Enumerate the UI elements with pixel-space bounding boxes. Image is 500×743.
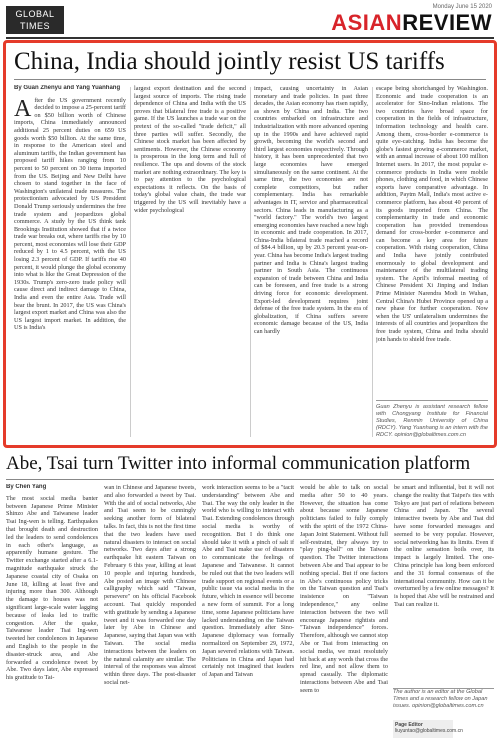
- column-divider: [130, 87, 131, 437]
- page-editor-email: liuyuntao@globaltimes.com.cn: [395, 728, 463, 734]
- second-article-byline: By Chen Yang: [6, 484, 47, 490]
- headline-divider: [14, 79, 486, 80]
- section-title-part2: REVIEW: [402, 10, 492, 35]
- second-article-column-1: [6, 484, 98, 740]
- page-editor-box: [393, 720, 463, 738]
- lead-article-byline: By Guan Zhenyu and Yang Yuanhang: [14, 85, 121, 91]
- column-divider: [372, 87, 373, 437]
- lead-article-column-2: largest export destination and the second largest source of imports. The rising trade dependence of China and India with the US proves that bilateral free trade is a positive game. If the US launches a trade war on the pretext of the so-called "trade deficit," all three parties will suffer. Secondly, the Chinese stock market has been affected by sentiments. However, the Chinese economy is prosperous in the long term and full of resilience. The ups and downs of the stock market are nothing extraordinary. The key is to pay attention to the psychological expectations it reflects. On the basis of today's global value chain, the trade war triggered by the US will inevitably have a wider psychological: [134, 85, 246, 214]
- lead-article-column-1: [14, 85, 126, 443]
- second-article-column-2: wan in Chinese and Japanese tweets, and also forwarded a tweet by Tsai. With the aid of social networks, Abe and Tsai seem to be cunningly seeking another form of bilateral talks. In fact, this is not the first time that the two leaders have used natural disasters to interact on social networks. Two days after a strong earthquake hit eastern Taiwan on February 6 this year, killing at least 10 people and injuring hundreds, Abe posted an image with Chinese calligraphy which said "Taiwan, persevere" on his official Facebook account. Tsai quickly responded with gratitude by sending a Japanese tweet and it was forwarded one day later by Abe in Chinese and Japanese, saying that Japan was with Taiwan. The social media interactions between the leaders on the natural calamity are similar. The interval of the responses was almost within three days. The post-disaster social net-: [104, 484, 196, 686]
- logo-line-2: TIMES: [19, 21, 50, 31]
- section-title: [331, 11, 492, 35]
- second-article-col1-text: The most social media banter between Japanese Prime Minister Shinzo Abe and Taiwanese leader Tsai Ing-wen is telling. Earthquakes that brought death and destruction led the leaders to send condolences in each other's language, as apparently humane gesture. The Twitter exchange started after a 6.1-magnitude earthquake struck the Japanese coastal city of Osaka on June 18, killing at least five and injuring more than 300. Although the damage to houses was not significant large-scale water lagging because of leaks led to traffic congestion. After the quake, Taiwanese leader Tsai Ing-wen tweeted her condolences in Japanese and English to the people in the disaster-struck area, and Abe forwarded a condolence tweet by Abe. Two days later, Abe expressed his gratitude to Tai-: [6, 494, 98, 682]
- lead-article-col1-text: fter the US government recently decided to impose a 25-percent tariff on $50 billion worth of Chinese imports, China immediately announced additional 25 percent duties on 659 US goods worth $50 billion. At the same time, in response to the American steel and aluminum tariffs, the Indian government has proposed tariff hikes ranging from 10 percent to 50 percent on 30 items imported from the US. Beijing and New Delhi have chosen to stand together in the face of Washington's unilateral trade measures. The protectionism advocated by US President Donald Trump seriously undermines the free trade system and jeopardizes global commerce. A study by the US think tank Brookings Institution showed that if a twice trade war breaks out, where tariffs rise by 10 percent, most economies will lose their GDP reduced by 1 to 4.5 percent, with the US losing 2.3 percent of GDP. If tariffs rise 40 percent, it would plunge the global economy into what is like the Great Depression of the 1930s. Trump's zero-zero trade policy will cause direct and indirect damage to China, India and even the entire Asia. Trade will bear the brunt. In 2017, the US was China's largest export market and China was also the US largest import market. In addition, the US is India's: [14, 96, 126, 332]
- lead-article-author-note: Guan Zhenyu is assistant research fellow with Chongyang Institute for Financial Studies, Renmin University of China (RDCY). Yang Yuanhang is an intern with the RDCY. opinion@globaltimes.com.cn: [376, 400, 488, 439]
- page-date: Monday June 15 2020: [432, 4, 492, 10]
- masthead: [0, 0, 500, 38]
- lead-article-headline: China, India should jointly resist US tariffs: [14, 48, 445, 75]
- global-times-logo: [6, 6, 64, 34]
- section-title-part1: ASIAN: [331, 10, 403, 35]
- top-divider: [6, 37, 494, 39]
- lead-article-column-3: impact, causing uncertainty in Asian monetary and trade policies. In past three decades, the Asian economy has risen rapidly, as shown by China and India. The two countries embarked on infrastructure and industrialization with more advanced opening up in the 1990s and have achieved rapid growth, becoming the world's second and third largest economies respectively. Through history, it has been unprecedented that two large economies have emerged simultaneously on the same continent. At the same time, the two economies are not complete competitors, but rather complementary. India has remarkable advantages in IT, service and pharmaceutical sectors. China leads in manufacturing as a "world factory." The world's two largest emerging economies have reached a new high in economic and trade cooperation. In 2017, China-India bilateral trade reached a record of $84.4 billion, up by 20.3 percent year-on-year. China has become India's largest trading partner and India is China's largest trading partner in South Asia. The continuous expansion of trade between China and India can be foreseen, and free trade is a strong driving force for economic development. Export-led development requires joint defense of the free trade system. In the era of globalization, if China suffers severe economic damage because of the US, India can hardly: [254, 85, 368, 335]
- second-article: [0, 452, 500, 743]
- lead-article-column-4: [376, 85, 488, 443]
- column-divider: [250, 87, 251, 437]
- second-article-column-4: would be able to talk on social media after 50 to 40 years. However, the situation has come about because some Japanese politicians failed to fully comply with the spirit of the 1972 China-Japan Joint Statement. Without full self-restraint, they always try to "play ping-ball" on the Taiwan question. The Twitter interactions between Abe and Tsai appear to be nothing special. But if one factors in Abe's continuous policy tricks on the Taiwan question and Tsai's insistence on "Taiwan independence," any online interaction between the two will encourage Japanese rightists and "Taiwan independence" forces. Therefore, although we cannot stop Abe or Tsai from interacting on social media, we must resolutely hit back at any words that cross the red line, and not allow them to spread casually. The diplomatic interactions between Abe and Tsai seem to: [300, 484, 388, 694]
- headline-divider: [6, 479, 494, 480]
- page-editor-label: Page Editor: [395, 722, 423, 728]
- lead-article: [3, 40, 497, 448]
- logo-line-1: GLOBAL: [15, 9, 55, 19]
- lead-article-col4-text: escape being shortchanged by Washington. Economic and trade cooperation is an accelerator for Sino-Indian relations. The two countries have broad space for cooperation in the fields of infrastructure, information technology and health care. Among them, cross-border e-commerce is quite eye-catching. India has become the globe's fastest growing e-commerce market, with an annual increase of about 100 million Internet users. In 2017, the most popular e-commerce products in India were mobile phones, clothing and food, in which Chinese exports have comparative advantage. In addition, Paytm Mall, India's most active e-commerce platform, has about 40 percent of its goods imported from China. The complementarity in trade and economic cooperation has provided tremendous demand for cross-border e-commerce and can become a key area for future cooperation. With rising cooperation, China and India have jointly contributed enormously to global development and maintenance of the multilateral trading system. The April's informal meeting of Chinese President Xi Jinping and Indian Prime Minister Narendra Modi in Wuhan, Central China's Hubei Province opened up a new phase for further cooperation. Now when the US' unilateralism undermines the interests of all countries and jeopardizes the free trade system, China and India should join hands to shield free trade.: [376, 85, 488, 343]
- dropcap-letter: A: [14, 95, 32, 122]
- second-article-column-3: work interaction seems to be a "tacit understanding" between Abe and Tsai. The way the only leader in the world who is willing to interact with Tsai. Extending condolences through social media is worthy of recognition. But I do think one should take it with a pinch of salt if Abe and Tsai make use of disasters to communicate the feelings of Japanese and Taiwanese. It cannot be ruled out that the two leaders will trade support on regional events or a public issue via social media in the future, which in essence will become a new form of summit. For a long time, some Japanese politicians have lacked understanding on the Taiwan question. Immediately after Sino-Japanese diplomacy was formally normalized on September 29, 1972, Japan severed relations with Taiwan. Politicians in China and Japan had certainly not imagined that leaders of Japan and Taiwan: [202, 484, 294, 679]
- author-note-text: The author is an editor at the Global Times and a research fellow on Japan issues. opinion@globaltimes.com.cn: [393, 689, 488, 709]
- second-article-headline: Abe, Tsai turn Twitter into informal communication platform: [6, 453, 471, 474]
- second-article-column-5: be smart and influential, but it will not change the reality that Taipei's ties with Tokyo are just part of relations between China and Japan. The several interactive tweets by Abe and Tsai did have some forwarded messages and seemed to be very popular. However, social networking has its limits. Even if the online sensation boils over, its impact is largely limited. The one-China principle has long been enforced and the 31 formal consensus of the international community. How can it be overturned by a few online messages? It is hoped that Abe will be restrained and Tsai can realize it.: [394, 484, 494, 608]
